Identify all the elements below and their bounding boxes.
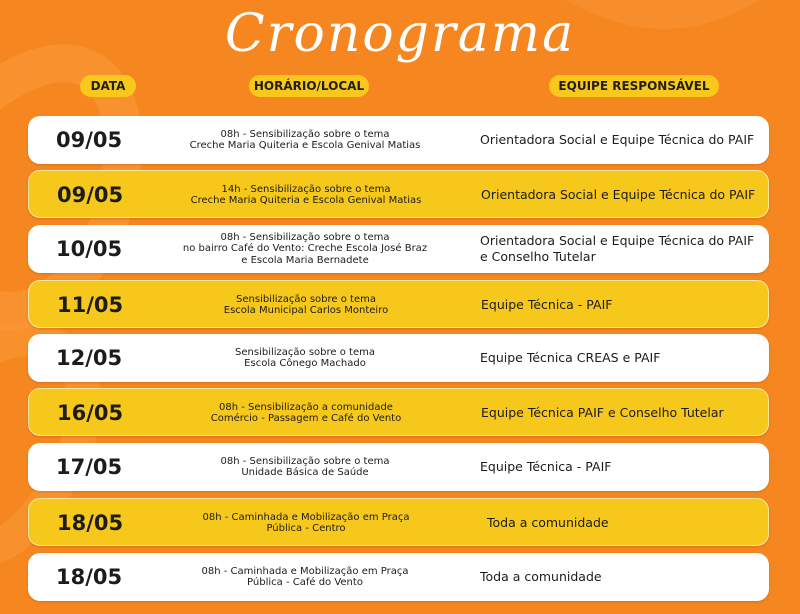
row-team: [480, 334, 762, 382]
schedule-row: [28, 225, 769, 273]
row-time-place: [161, 499, 451, 547]
row-time-place-line: Comércio - Passagem e Café do Vento: [210, 413, 402, 424]
row-time-place-line: no bairro Café do Vento: Creche Escola José Braz: [182, 243, 428, 255]
row-time-place-line: Creche Maria Quiteria e Escola Genival Matias: [189, 140, 421, 151]
row-time-place: [161, 281, 451, 329]
row-time-place-line: 08h - Sensibilização sobre o tema: [220, 128, 390, 140]
row-time-place-line: Pública - Centro: [266, 523, 346, 534]
row-time-place: [161, 171, 451, 219]
row-date: 10/05: [56, 237, 123, 261]
row-time-place-line: 14h - Sensibilização sobre o tema: [221, 183, 391, 195]
row-team-line: Equipe Técnica - PAIF: [481, 297, 613, 312]
row-time-place-line: Creche Maria Quiteria e Escola Genival Matias: [190, 195, 422, 206]
row-team: [480, 553, 762, 601]
row-team: [481, 281, 763, 329]
row-team: [480, 116, 762, 164]
row-date: 16/05: [57, 401, 124, 425]
row-time-place: [160, 443, 450, 491]
row-team: [487, 499, 769, 547]
row-time-place-line: Escola Municipal Carlos Monteiro: [223, 305, 389, 316]
schedule-row: [28, 280, 769, 328]
row-date: 17/05: [56, 455, 123, 479]
row-time-place: [160, 553, 450, 601]
row-team-line: Equipe Técnica PAIF e Conselho Tutelar: [481, 405, 724, 420]
row-time-place-line: Unidade Básica de Saúde: [241, 467, 369, 478]
row-team: [480, 443, 762, 491]
row-time-place-line: 08h - Sensibilização a comunidade: [219, 401, 393, 413]
row-team-line: e Conselho Tutelar: [480, 249, 596, 264]
row-date: 11/05: [57, 293, 124, 317]
row-time-place-line: e Escola Maria Bernadete: [241, 254, 369, 266]
schedule-row: [28, 116, 769, 164]
row-team-line: Orientadora Social e Equipe Técnica do PAIF: [480, 132, 755, 147]
row-time-place-line: 08h - Sensibilização sobre o tema: [220, 455, 390, 467]
row-team-line: Equipe Técnica CREAS e PAIF: [480, 350, 661, 365]
row-date: 18/05: [56, 565, 123, 589]
schedule-row: [28, 553, 769, 601]
row-team: [481, 389, 763, 437]
row-time-place-line: 08h - Caminhada e Mobilização em Praça: [202, 511, 410, 523]
row-team-line: Equipe Técnica - PAIF: [480, 459, 612, 474]
row-team-line: Toda a comunidade: [480, 569, 602, 584]
row-date: 18/05: [57, 511, 124, 535]
row-date: 09/05: [56, 128, 123, 152]
schedule-row: [28, 170, 769, 218]
schedule-row: [28, 388, 769, 436]
row-time-place: [161, 389, 451, 437]
schedule-row: [28, 498, 769, 546]
header-time-place: HORÁRIO/LOCAL: [249, 75, 369, 97]
header-team: EQUIPE RESPONSÁVEL: [549, 75, 719, 97]
row-time-place: [160, 225, 450, 273]
schedule-row: [28, 334, 769, 382]
row-team-line: Toda a comunidade: [487, 515, 609, 530]
row-team-line: Orientadora Social e Equipe Técnica do PAIF: [481, 187, 756, 202]
row-team: [481, 171, 763, 219]
row-time-place-line: 08h - Caminhada e Mobilização em Praça: [201, 565, 409, 577]
row-time-place-line: Sensibilização sobre o tema: [236, 293, 376, 305]
header-date: DATA: [80, 75, 136, 97]
page-title: Cronograma: [224, 4, 576, 64]
row-date: 09/05: [57, 183, 124, 207]
row-time-place-line: 08h - Sensibilização sobre o tema: [220, 231, 390, 243]
row-date: 12/05: [56, 346, 123, 370]
row-time-place-line: Escola Cônego Machado: [244, 358, 366, 369]
schedule-row: [28, 443, 769, 491]
row-team: [480, 225, 762, 273]
row-time-place: [160, 116, 450, 164]
row-time-place: [160, 334, 450, 382]
row-team-line: Orientadora Social e Equipe Técnica do PAIF: [480, 233, 755, 248]
row-time-place-line: Sensibilização sobre o tema: [235, 346, 375, 358]
row-time-place-line: Pública - Café do Vento: [247, 577, 363, 588]
